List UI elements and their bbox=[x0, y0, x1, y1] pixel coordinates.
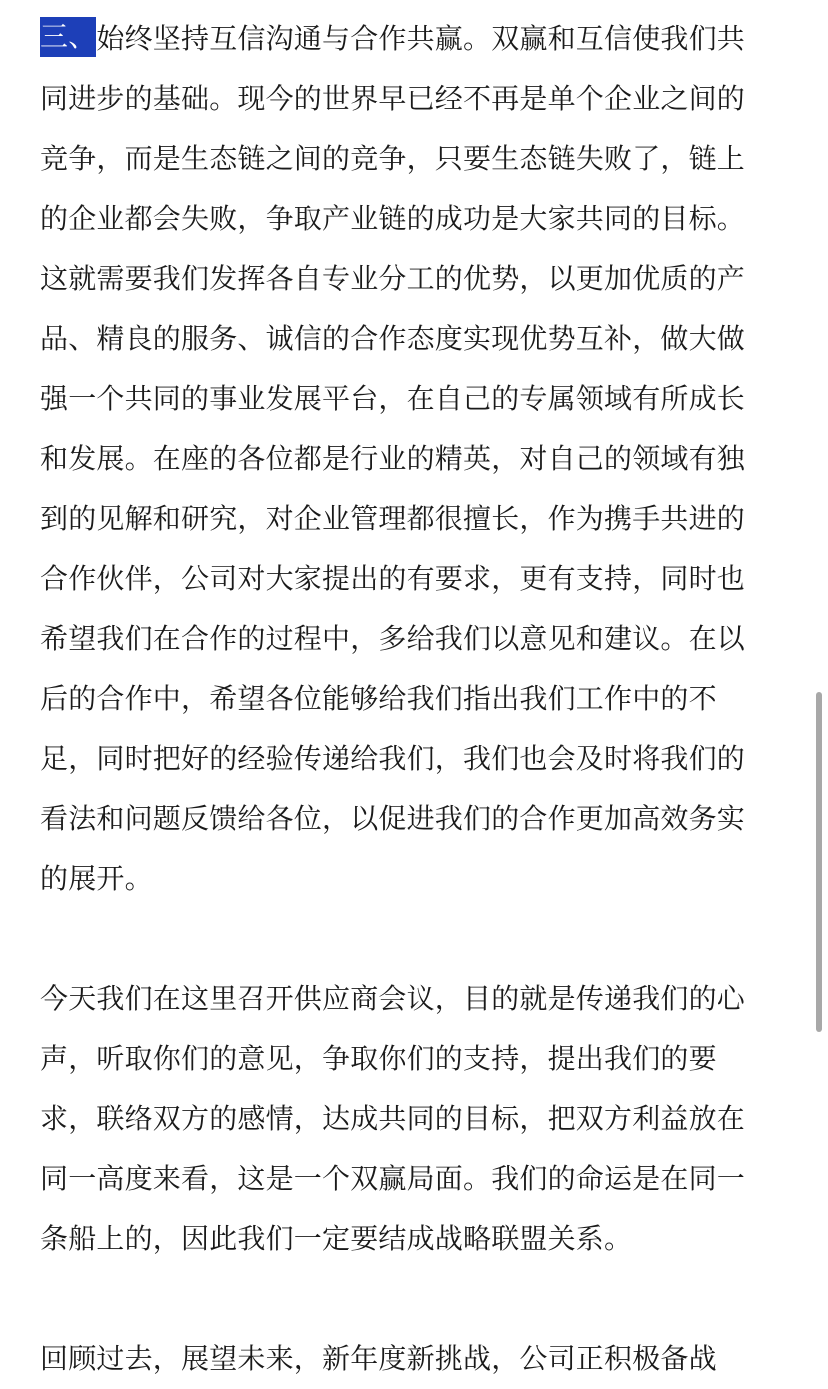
text-line: 强一个共同的事业发展平台，在自己的专属领域有所成长 bbox=[40, 382, 746, 415]
text-line: 同进步的基础。现今的世界早已经不再是单个企业之间的 bbox=[40, 82, 746, 115]
paragraph bbox=[40, 969, 770, 1269]
text-line: 品、精良的服务、诚信的合作态度实现优势互补，做大做 bbox=[40, 322, 746, 355]
text-line: 声，听取你们的意见，争取你们的支持，提出我们的要 bbox=[40, 1042, 717, 1075]
document-body bbox=[40, 9, 770, 1389]
vertical-scrollbar[interactable] bbox=[816, 692, 822, 1032]
paragraph bbox=[40, 9, 770, 909]
text-line: 求，联络双方的感情，达成共同的目标，把双方利益放在 bbox=[40, 1102, 746, 1135]
text-line: 足，同时把好的经验传递给我们，我们也会及时将我们的 bbox=[40, 742, 746, 775]
text-line: 和发展。在座的各位都是行业的精英，对自己的领域有独 bbox=[40, 442, 746, 475]
text-line: 到的见解和研究，对企业管理都很擅长，作为携手共进的 bbox=[40, 502, 746, 535]
text-line-rest: 始终坚持互信沟通与合作共赢。双赢和互信使我们共 bbox=[96, 22, 746, 55]
selected-text-highlight[interactable]: 三、 bbox=[40, 17, 96, 57]
text-line: 后的合作中，希望各位能够给我们指出我们工作中的不 bbox=[40, 682, 717, 715]
text-line: 的展开。 bbox=[40, 862, 153, 895]
text-line: 这就需要我们发挥各自专业分工的优势，以更加优质的产 bbox=[40, 262, 746, 295]
text-line: 条船上的，因此我们一定要结成战略联盟关系。 bbox=[40, 1222, 633, 1255]
text-line: 竞争，而是生态链之间的竞争，只要生态链失败了，链上 bbox=[40, 142, 746, 175]
paragraph bbox=[40, 1329, 770, 1389]
text-line: 回顾过去，展望未来，新年度新挑战，公司正积极备战 bbox=[40, 1342, 717, 1375]
text-line: 同一高度来看，这是一个双赢局面。我们的命运是在同一 bbox=[40, 1162, 746, 1195]
text-line: 合作伙伴，公司对大家提出的有要求，更有支持，同时也 bbox=[40, 562, 746, 595]
paragraph-gap bbox=[40, 1269, 770, 1329]
text-line: 看法和问题反馈给各位，以促进我们的合作更加高效务实 bbox=[40, 802, 746, 835]
text-line: 今天我们在这里召开供应商会议，目的就是传递我们的心 bbox=[40, 982, 746, 1015]
text-line: 希望我们在合作的过程中，多给我们以意见和建议。在以 bbox=[40, 622, 746, 655]
text-line bbox=[40, 9, 770, 69]
text-line: 的企业都会失败，争取产业链的成功是大家共同的目标。 bbox=[40, 202, 746, 235]
paragraph-gap bbox=[40, 909, 770, 969]
